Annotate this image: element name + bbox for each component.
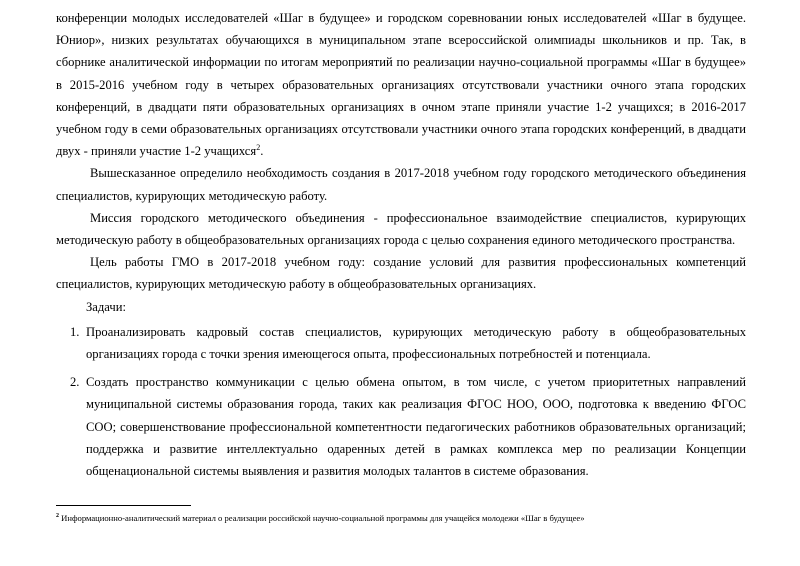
footnote-reference[interactable]: 2	[256, 143, 261, 153]
tasks-list	[56, 321, 746, 482]
paragraph-context-text: конференции молодых исследователей «Шаг в будущее» и городском соревновании юных исследователей «Шаг в будущее. Юниор», низких результатах обучающихся в муниципальном этапе всероссийской олимпиады школьников и пр. Так, в сборнике аналитической информации по итогам мероприятий по реализации научно-социальной программы «Шаг в будущее» в 2015-2016 учебном году в четырех образовательных организациях отсутствовали участники очного этапа городских конференций, в двадцати пяти образовательных организациях в очном этапе приняли участие 1-2 учащихся; в 2016-2017 учебном году в семи образовательных организациях отсутствовали участники очного этапа городских конференций, в двадцати двух - приняли участие 1-2 учащихся	[56, 11, 746, 159]
list-item-text: Создать пространство коммуникации с целью обмена опытом, в том числе, с учетом приоритетных направлений муниципальной системы образования города, таких как реализация ФГОС НОО, ООО, подготовка к введению ФГОС СОО; совершенствование профессиональной компетентности педагогических работников образовательных организаций; поддержка и развитие интеллектуально одаренных детей в рамках комплекса мер по реализации Концепции общенациональной системы выявления и развития молодых талантов в системе образования.	[86, 375, 746, 479]
list-item-number: 1.	[70, 324, 80, 339]
list-item	[56, 371, 746, 482]
document-body	[56, 7, 746, 488]
footnote-text: Информационно-аналитический материал о реализации российской научно-социальной программы для учащейся молодежи «Шаг в будущее»	[59, 513, 585, 523]
paragraph-end-period: .	[260, 144, 264, 159]
tasks-heading: Задачи:	[86, 299, 126, 314]
paragraph-goal: Цель работы ГМО в 2017-2018 учебном году: создание условий для развития профессиональных компетенций специалистов, курирующих методическую работу в общеобразовательных организациях.	[56, 255, 746, 292]
footnote-mark: 2	[56, 513, 59, 520]
paragraph-context	[56, 7, 746, 162]
list-item	[56, 321, 746, 365]
paragraph-necessity: Вышесказанное определило необходимость создания в 2017-2018 учебном году городского методического объединения специалистов, курирующих методическую работу.	[56, 166, 746, 203]
list-item-text: Проанализировать кадровый состав специалистов, курирующих методическую работу в общеобразовательных организациях города с точки зрения имеющегося опыта, профессиональных потребностей и потенциала.	[86, 324, 746, 362]
list-item-number: 2.	[70, 375, 80, 390]
footnote	[56, 512, 746, 524]
paragraph-mission: Миссия городского методического объединения - профессиональное взаимодействие специалистов, курирующих методическую работу в общеобразовательных организациях города с целью сохранения единого методического пространства.	[56, 210, 746, 248]
footnote-separator	[56, 505, 191, 506]
